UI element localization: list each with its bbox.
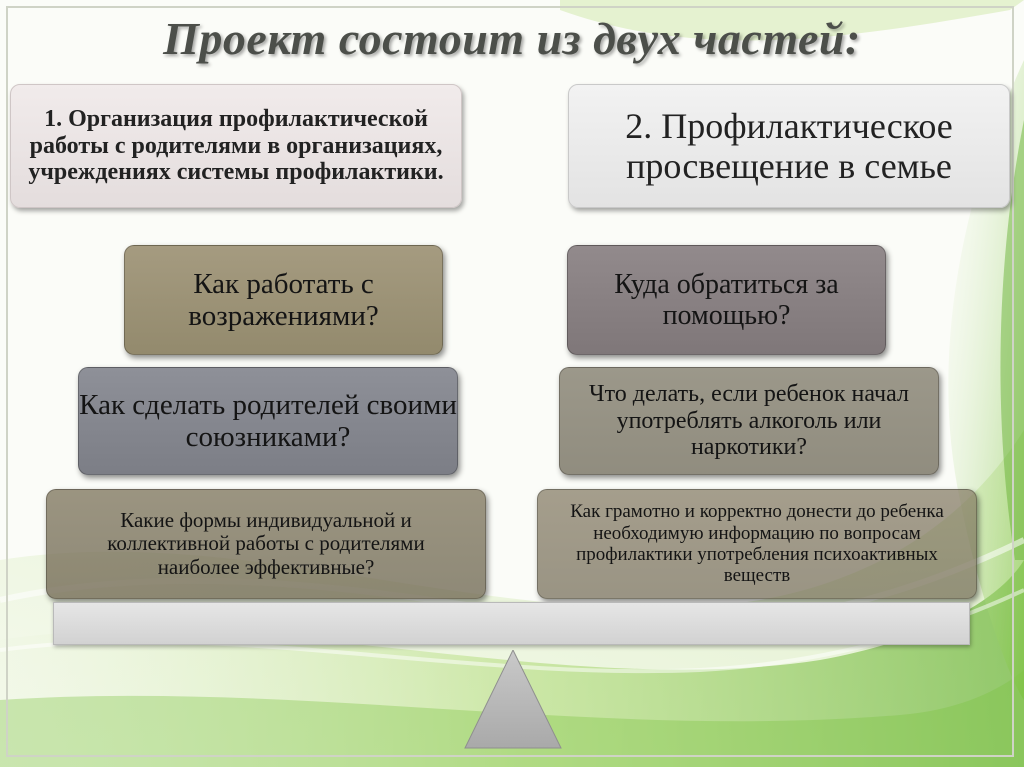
part-one-header <box>10 84 462 208</box>
left-question-card-1 <box>124 245 443 355</box>
right-question-card-2 <box>559 367 939 475</box>
left-question-text-2: Как сделать родителей своими союзниками? <box>79 388 457 453</box>
right-question-text-1: Куда обратиться за помощью? <box>614 268 839 331</box>
left-question-card-2 <box>78 367 458 475</box>
right-question-text-3: Как грамотно и корректно донести до ребенка необходимую информацию по вопросам профилактики употребления психоактивных веществ <box>570 501 944 587</box>
right-question-card-3 <box>537 489 977 599</box>
left-question-text-3: Какие формы индивидуальной и коллективной работы с родителями наиболее эффективные? <box>107 507 425 579</box>
slide-title: Проект состоит из двух частей: <box>163 13 861 64</box>
left-question-text-1: Как работать с возражениями? <box>188 267 379 332</box>
part-one-header-text: 1. Организация профилактической работы с родителями в организациях, учреждениях системы профилактики. <box>28 105 444 186</box>
left-question-card-3 <box>46 489 486 599</box>
right-question-text-2: Что делать, если ребенок начал употреблять алкоголь или наркотики? <box>589 380 909 461</box>
right-question-card-1 <box>567 245 886 355</box>
part-two-header <box>568 84 1010 208</box>
part-two-header-text: 2. Профилактическое просвещение в семье <box>625 105 953 186</box>
scale-beam <box>53 602 970 645</box>
scale-fulcrum-triangle <box>463 650 563 750</box>
